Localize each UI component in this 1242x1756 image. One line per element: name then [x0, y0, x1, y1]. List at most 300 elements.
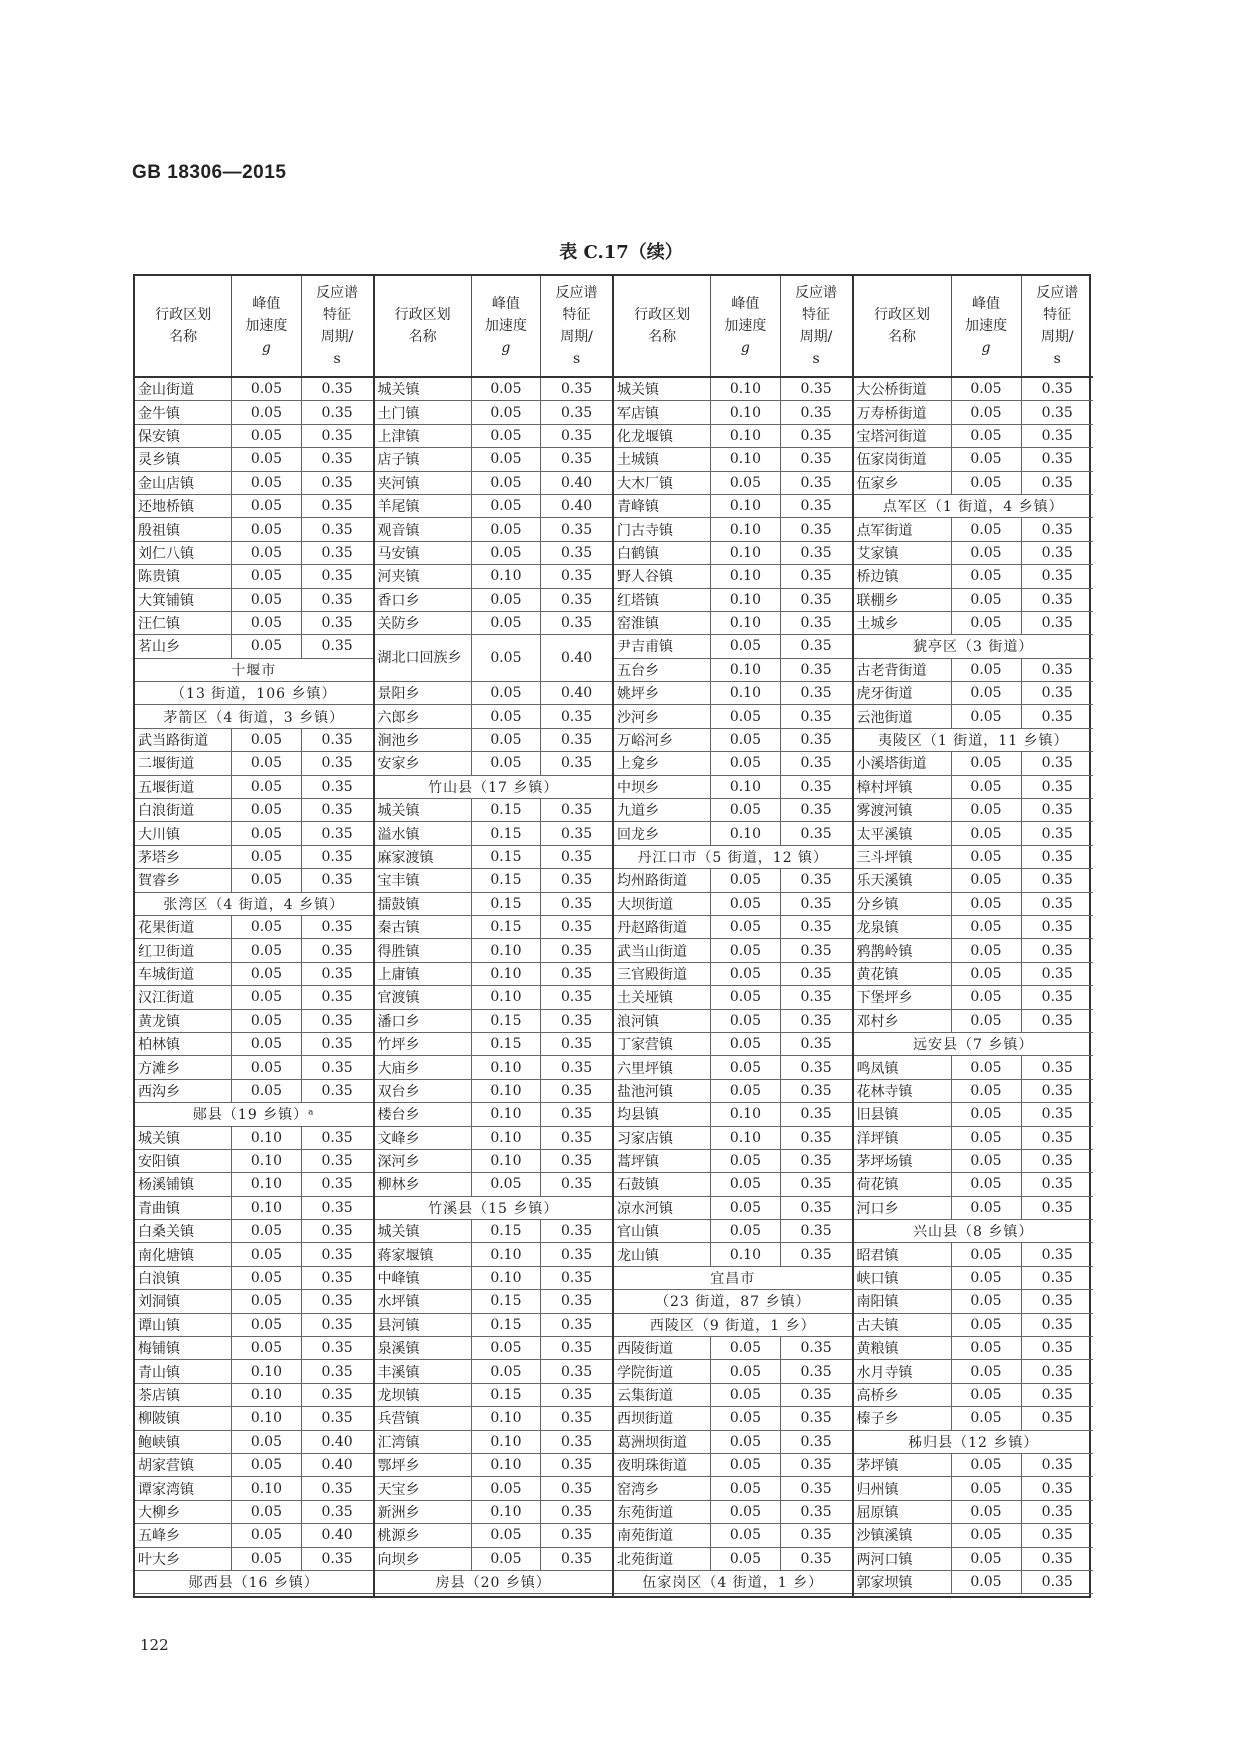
cell-name: 宝丰镇 [375, 869, 472, 891]
cell-name: 店子镇 [375, 448, 472, 470]
table-row [375, 1477, 613, 1500]
table-row [614, 378, 852, 401]
cell-name: 下堡坪乡 [854, 986, 952, 1008]
cell-name: 屈原镇 [854, 1501, 952, 1523]
cell-peak-acceleration: 0.05 [232, 1431, 301, 1453]
cell-name: 龙坝镇 [375, 1384, 472, 1406]
region-heading: 兴山县（8 乡镇） [913, 1224, 1034, 1241]
cell-response-period: 0.35 [321, 1410, 353, 1427]
cell-peak-acceleration: 0.05 [711, 869, 780, 891]
header-line: 峰值 [252, 296, 281, 312]
table-row [135, 612, 373, 635]
region-heading: 茅箭区（4 街道，3 乡镇） [163, 709, 345, 726]
cell-name: 花林寺镇 [854, 1080, 952, 1102]
table-row [135, 986, 373, 1009]
region-heading: （23 街道，87 乡镇） [654, 1294, 811, 1311]
cell-response-period: 0.35 [321, 1550, 353, 1567]
cell-peak-acceleration: 0.05 [472, 495, 541, 517]
table-row [854, 1477, 1094, 1500]
cell-peak-acceleration: 0.05 [952, 1290, 1022, 1312]
region-heading-row [135, 1571, 373, 1594]
cell-peak-acceleration: 0.05 [232, 635, 301, 657]
cell-name: 刘洞镇 [135, 1290, 232, 1312]
table-column-group [854, 276, 1094, 1596]
cell-peak-acceleration: 0.05 [472, 1548, 541, 1570]
cell-peak-acceleration: 0.05 [952, 1477, 1022, 1499]
cell-name: 五峰乡 [135, 1524, 232, 1546]
cell-response-period: 0.35 [800, 1340, 832, 1357]
cell-peak-acceleration: 0.05 [952, 893, 1022, 915]
cell-response-period: 0.35 [1041, 1574, 1073, 1591]
table-row [614, 705, 852, 728]
cell-peak-acceleration: 0.05 [232, 1080, 301, 1102]
table-row [135, 1150, 373, 1173]
cell-name: 宝塔河街道 [854, 425, 952, 447]
cell-name: 三官殿街道 [614, 963, 711, 985]
cell-response-period: 0.35 [560, 381, 593, 398]
cell-peak-acceleration: 0.05 [711, 963, 780, 985]
cell-name: 白鹤镇 [614, 542, 711, 564]
cell-response-period: 0.35 [1041, 755, 1073, 772]
cell-peak-acceleration: 0.05 [232, 518, 301, 540]
region-heading: 张湾区（4 街道，4 乡镇） [163, 896, 345, 913]
header-name [135, 276, 232, 376]
cell-peak-acceleration: 0.05 [472, 401, 541, 423]
table-row [614, 752, 852, 775]
cell-response-period: 0.35 [560, 1433, 593, 1450]
table-row [375, 1267, 613, 1290]
table-row [135, 1360, 373, 1383]
cell-peak-acceleration: 0.10 [472, 939, 541, 961]
cell-response-period: 0.35 [1041, 872, 1073, 889]
cell-response-period: 0.40 [321, 1527, 353, 1544]
table-row [375, 589, 613, 612]
region-heading: 伍家岗区（4 街道，1 乡） [642, 1575, 824, 1592]
cell-name: 夹河镇 [375, 472, 472, 494]
cell-peak-acceleration: 0.05 [711, 1477, 780, 1499]
cell-name: 白浪街道 [135, 799, 232, 821]
region-heading-row [135, 659, 373, 682]
cell-name: 保安镇 [135, 425, 232, 447]
table-row [854, 1454, 1094, 1477]
cell-name: 水坪镇 [375, 1290, 472, 1312]
cell-peak-acceleration: 0.05 [711, 1080, 780, 1102]
region-heading-row [135, 893, 373, 916]
cell-response-period: 0.35 [800, 474, 832, 491]
region-heading-row [854, 495, 1094, 518]
cell-response-period: 0.35 [800, 755, 832, 772]
cell-response-period: 0.35 [560, 1129, 593, 1146]
table-row [854, 846, 1094, 869]
cell-response-period: 0.35 [800, 1480, 832, 1497]
header-line: 特征 [1043, 307, 1072, 323]
cell-response-period: 0.35 [560, 1082, 593, 1099]
cell-name: 西沟乡 [135, 1080, 232, 1102]
cell-response-period: 0.35 [560, 544, 593, 561]
cell-peak-acceleration: 0.05 [952, 518, 1022, 540]
table-row [135, 1220, 373, 1243]
cell-response-period: 0.35 [1041, 615, 1073, 632]
cell-response-period: 0.35 [321, 568, 353, 585]
cell-peak-acceleration: 0.05 [232, 986, 301, 1008]
cell-name: 沙镇溪镇 [854, 1524, 952, 1546]
table-row [375, 1173, 613, 1196]
cell-response-period: 0.35 [321, 989, 353, 1006]
cell-peak-acceleration: 0.05 [232, 589, 301, 611]
cell-peak-acceleration: 0.10 [711, 1243, 780, 1265]
table-row [614, 1010, 852, 1033]
cell-response-period: 0.35 [800, 661, 832, 678]
table-row [854, 659, 1094, 682]
table-row [854, 1501, 1094, 1524]
cell-peak-acceleration: 0.10 [711, 1127, 780, 1149]
header-line: 反应谱 [316, 285, 359, 301]
cell-peak-acceleration: 0.05 [232, 1290, 301, 1312]
header-line: s [1053, 351, 1061, 367]
cell-response-period: 0.35 [560, 1340, 593, 1357]
table-caption: 表 C.17（续） [559, 242, 683, 263]
cell-name: 联棚乡 [854, 589, 952, 611]
cell-peak-acceleration: 0.05 [952, 869, 1022, 891]
cell-name: 车城街道 [135, 963, 232, 985]
cell-name: 双台乡 [375, 1080, 472, 1102]
cell-response-period: 0.35 [321, 802, 353, 819]
cell-peak-acceleration: 0.05 [952, 1524, 1022, 1546]
table-row [854, 1290, 1094, 1313]
table-row [135, 846, 373, 869]
cell-response-period: 0.35 [1041, 1316, 1073, 1333]
table-row [854, 963, 1094, 986]
table-row [375, 799, 613, 822]
cell-response-period: 0.35 [1041, 942, 1073, 959]
cell-peak-acceleration: 0.05 [472, 682, 541, 704]
cell-peak-acceleration: 0.05 [232, 799, 301, 821]
cell-name: 梅铺镇 [135, 1337, 232, 1359]
cell-peak-acceleration: 0.05 [952, 378, 1022, 400]
cell-peak-acceleration: 0.05 [711, 1337, 780, 1359]
table-row [854, 682, 1094, 705]
cell-response-period: 0.35 [800, 498, 832, 515]
cell-response-period: 0.35 [1041, 965, 1073, 982]
table-row [135, 448, 373, 471]
cell-peak-acceleration: 0.05 [952, 542, 1022, 564]
cell-response-period: 0.35 [560, 755, 593, 772]
cell-peak-acceleration: 0.05 [232, 729, 301, 751]
cell-peak-acceleration: 0.10 [711, 401, 780, 423]
cell-response-period: 0.35 [1041, 568, 1073, 585]
cell-name: 竹坪乡 [375, 1033, 472, 1055]
cell-name: 土城镇 [614, 448, 711, 470]
table-row [375, 869, 613, 892]
cell-peak-acceleration: 0.05 [711, 916, 780, 938]
cell-peak-acceleration: 0.05 [472, 425, 541, 447]
table-row [135, 1548, 373, 1571]
cell-name: 三斗坪镇 [854, 846, 952, 868]
cell-name: 城关镇 [135, 1127, 232, 1149]
cell-peak-acceleration: 0.05 [232, 963, 301, 985]
table-row [135, 963, 373, 986]
header-line: 特征 [323, 307, 352, 323]
cell-peak-acceleration: 0.10 [711, 682, 780, 704]
cell-response-period: 0.35 [800, 1363, 832, 1380]
cell-name: 旧县镇 [854, 1103, 952, 1125]
cell-response-period: 0.35 [321, 1036, 353, 1053]
cell-peak-acceleration: 0.05 [232, 822, 301, 844]
table-row [854, 1150, 1094, 1173]
region-heading: 竹山县（17 乡镇） [428, 779, 559, 796]
cell-name: 胡家营镇 [135, 1454, 232, 1476]
region-heading: 点军区（1 街道，4 乡镇） [882, 499, 1064, 516]
cell-name: 得胜镇 [375, 939, 472, 961]
cell-response-period: 0.35 [321, 498, 353, 515]
cell-response-period: 0.35 [560, 708, 593, 725]
cell-name: 荷花镇 [854, 1173, 952, 1195]
cell-peak-acceleration: 0.05 [952, 1501, 1022, 1523]
header-line: 峰值 [731, 296, 760, 312]
cell-response-period: 0.35 [1041, 685, 1073, 702]
cell-response-period: 0.35 [800, 732, 832, 749]
cell-response-period: 0.35 [800, 1550, 832, 1567]
cell-response-period: 0.35 [321, 1246, 353, 1263]
cell-peak-acceleration: 0.05 [232, 495, 301, 517]
table-row [375, 1290, 613, 1313]
cell-name: 河夹镇 [375, 565, 472, 587]
cell-peak-acceleration: 0.10 [472, 1103, 541, 1125]
cell-peak-acceleration: 0.05 [952, 822, 1022, 844]
cell-name: 关防乡 [375, 612, 472, 634]
cell-peak-acceleration: 0.05 [472, 1173, 541, 1195]
cell-peak-acceleration: 0.05 [711, 729, 780, 751]
table-row [135, 729, 373, 752]
table-row [375, 1454, 613, 1477]
cell-response-period: 0.35 [1041, 1410, 1073, 1427]
cell-response-period: 0.35 [800, 544, 832, 561]
cell-name: 白桑关镇 [135, 1220, 232, 1242]
cell-response-period: 0.35 [1041, 1082, 1073, 1099]
region-heading-row [854, 1431, 1094, 1454]
header-line: 加速度 [965, 318, 1007, 334]
cell-name: 茅塔乡 [135, 846, 232, 868]
cell-name: 汇湾镇 [375, 1431, 472, 1453]
cell-name: 云集街道 [614, 1384, 711, 1406]
cell-response-period: 0.35 [1041, 591, 1073, 608]
cell-name: 金牛镇 [135, 401, 232, 423]
cell-name: 方滩乡 [135, 1056, 232, 1078]
header-line: 行政区划 [634, 307, 691, 323]
table-row [375, 822, 613, 845]
cell-peak-acceleration: 0.15 [472, 1220, 541, 1242]
header-line: 行政区划 [155, 307, 212, 323]
cell-response-period: 0.35 [321, 1293, 353, 1310]
cell-name: 城关镇 [375, 1220, 472, 1242]
cell-response-period: 0.35 [560, 872, 593, 889]
cell-name: 金山街道 [135, 378, 232, 400]
cell-name: 姚坪乡 [614, 682, 711, 704]
cell-name: 殷祖镇 [135, 518, 232, 540]
cell-peak-acceleration: 0.05 [952, 916, 1022, 938]
cell-response-period: 0.35 [321, 849, 353, 865]
table-row [375, 1548, 613, 1571]
cell-name: 西陵街道 [614, 1337, 711, 1359]
cell-peak-acceleration: 0.05 [952, 1243, 1022, 1265]
cell-name: 蒋家堰镇 [375, 1243, 472, 1265]
cell-response-period: 0.35 [560, 825, 593, 842]
table-row [854, 986, 1094, 1009]
cell-name: 大公桥街道 [854, 378, 952, 400]
table-row [375, 1220, 613, 1243]
cell-peak-acceleration: 0.15 [472, 1384, 541, 1406]
cell-peak-acceleration: 0.15 [472, 1010, 541, 1032]
cell-response-period: 0.35 [321, 732, 353, 749]
region-heading-row [614, 1571, 852, 1594]
cell-name: 向坝乡 [375, 1548, 472, 1570]
cell-response-period: 0.35 [800, 1129, 832, 1146]
table-row [135, 1243, 373, 1266]
cell-response-period: 0.35 [560, 615, 593, 632]
cell-name: 黄粮镇 [854, 1337, 952, 1359]
cell-name: 官渡镇 [375, 986, 472, 1008]
cell-response-period: 0.35 [800, 404, 832, 421]
cell-name: 观音镇 [375, 518, 472, 540]
cell-response-period: 0.35 [321, 755, 353, 772]
table-row [375, 565, 613, 588]
cell-response-period: 0.35 [560, 942, 593, 959]
cell-response-period: 0.35 [1041, 1503, 1073, 1520]
region-heading: 房县（20 乡镇） [435, 1575, 551, 1592]
cell-name: 柏林镇 [135, 1033, 232, 1055]
table-row [135, 378, 373, 401]
table-row [614, 916, 852, 939]
cell-response-period: 0.35 [800, 381, 832, 398]
cell-name: 上龛乡 [614, 752, 711, 774]
cell-name: 红卫街道 [135, 939, 232, 961]
cell-response-period: 0.35 [800, 989, 832, 1006]
table-row [375, 939, 613, 962]
region-heading-row [614, 1314, 852, 1337]
cell-peak-acceleration: 0.10 [711, 612, 780, 634]
cell-name: 土门镇 [375, 401, 472, 423]
cell-peak-acceleration: 0.05 [952, 705, 1022, 727]
cell-peak-acceleration: 0.05 [952, 1337, 1022, 1359]
header-line: s [572, 351, 581, 367]
cell-name: 水月寺镇 [854, 1360, 952, 1382]
header-line: 反应谱 [555, 285, 598, 301]
cell-peak-acceleration: 0.05 [952, 612, 1022, 634]
table-row [854, 425, 1094, 448]
region-heading-row [135, 705, 373, 728]
table-row [135, 1454, 373, 1477]
cell-peak-acceleration: 0.05 [232, 1501, 301, 1523]
cell-response-period: 0.35 [1041, 1457, 1073, 1474]
cell-response-period: 0.35 [560, 1316, 593, 1333]
table-row [375, 729, 613, 752]
cell-response-period: 0.35 [321, 965, 353, 982]
table-row [375, 1080, 613, 1103]
cell-peak-acceleration: 0.10 [472, 565, 541, 587]
table-row [375, 495, 613, 518]
cell-name: 盐池河镇 [614, 1080, 711, 1102]
cell-peak-acceleration: 0.05 [952, 1407, 1022, 1429]
cell-peak-acceleration: 0.10 [711, 448, 780, 470]
table-row [135, 822, 373, 845]
cell-name: 五台乡 [614, 659, 711, 681]
cell-peak-acceleration: 0.05 [952, 846, 1022, 868]
cell-name: 丹赵路街道 [614, 916, 711, 938]
cell-peak-acceleration: 0.05 [472, 1524, 541, 1546]
cell-peak-acceleration: 0.05 [472, 729, 541, 751]
header-line: 峰值 [972, 296, 1000, 312]
cell-name: 文峰乡 [375, 1127, 472, 1149]
cell-name: 洋坪镇 [854, 1127, 952, 1149]
cell-name: 楼台乡 [375, 1103, 472, 1125]
cell-name: 大川镇 [135, 822, 232, 844]
table-row [854, 752, 1094, 775]
header-line: 周期/ [799, 329, 833, 345]
region-heading: 宜昌市 [710, 1271, 756, 1288]
cell-peak-acceleration: 0.05 [952, 659, 1022, 681]
table-row [135, 1010, 373, 1033]
table-row [375, 378, 613, 401]
cell-peak-acceleration: 0.05 [952, 1010, 1022, 1032]
table-row [135, 1033, 373, 1056]
table-row [854, 1524, 1094, 1547]
cell-peak-acceleration: 0.05 [952, 1314, 1022, 1336]
cell-name: 伍家乡 [854, 472, 952, 494]
region-heading-row [135, 1103, 373, 1126]
table-row [375, 1127, 613, 1150]
region-heading: 秭归县（12 乡镇） [908, 1434, 1039, 1451]
table-row [375, 401, 613, 424]
table-row [135, 589, 373, 612]
cell-response-period: 0.35 [800, 591, 832, 608]
cell-response-period: 0.35 [560, 591, 593, 608]
cell-name: 点军街道 [854, 518, 952, 540]
cell-name: 丁家营镇 [614, 1033, 711, 1055]
cell-peak-acceleration: 0.10 [232, 1360, 301, 1382]
header-line: 名称 [888, 329, 916, 345]
table-row [135, 1431, 373, 1454]
table-row [135, 776, 373, 799]
cell-response-period: 0.35 [800, 1153, 832, 1170]
cell-response-period: 0.35 [800, 638, 832, 655]
cell-response-period: 0.35 [560, 1363, 593, 1380]
cell-peak-acceleration: 0.05 [472, 612, 541, 634]
table-row [854, 1337, 1094, 1360]
table-row [614, 963, 852, 986]
cell-response-period: 0.35 [1041, 989, 1073, 1006]
cell-peak-acceleration: 0.10 [232, 1477, 301, 1499]
cell-peak-acceleration: 0.05 [232, 472, 301, 494]
cell-response-period: 0.35 [1041, 1153, 1073, 1170]
cell-response-period: 0.35 [560, 451, 593, 468]
cell-name: 茅坪镇 [854, 1454, 952, 1476]
table-row [614, 425, 852, 448]
table-row [135, 1501, 373, 1524]
cell-response-period: 0.35 [560, 802, 593, 819]
cell-response-period: 0.40 [321, 1433, 353, 1450]
cell-response-period: 0.35 [800, 1036, 832, 1053]
cell-peak-acceleration: 0.05 [952, 448, 1022, 470]
cell-peak-acceleration: 0.15 [472, 893, 541, 915]
table-row [614, 635, 852, 658]
cell-response-period: 0.35 [560, 1036, 593, 1053]
cell-response-period: 0.35 [1041, 802, 1073, 819]
header-line: 名称 [169, 329, 198, 345]
table-row [854, 893, 1094, 916]
header-response-period [541, 276, 612, 376]
cell-name: 陈贵镇 [135, 565, 232, 587]
cell-peak-acceleration: 0.05 [232, 916, 301, 938]
